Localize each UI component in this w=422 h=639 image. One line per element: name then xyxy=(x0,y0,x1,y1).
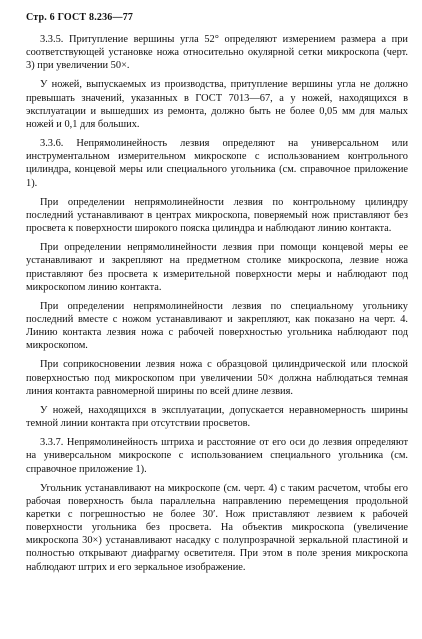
paragraph-3-3-5: 3.3.5. Притупление вершины угла 52° определяют измерением размера a при соответствующей установке ножа относительно окулярной сетки микроскопа (черт. 3) при увеличении 50×. xyxy=(26,34,408,72)
paragraph-gauge-block-method: При определении непрямолинейности лезвия при помощи концевой меры ее устанавливают и закрепляют на предметном столике микроскопа, лезвие ножа приставляют без просвета к измерительной поверхности меры и наблюдают под микроскопом линию контакта. xyxy=(26,242,408,293)
paragraph-blunting-limits: У ножей, выпускаемых из производства, притупление вершины угла не должно превышать значений, указанных в ГОСТ 7013—67, а у ножей, находящихся в эксплуатации и вышедших из ремонта, должно быть не более 0,05 мм для малых ножей и 0,1 для больших. xyxy=(26,79,408,130)
page-header: Стр. 6 ГОСТ 8.236—77 xyxy=(26,12,134,23)
paragraph-in-service-knives: У ножей, находящихся в эксплуатации, допускается неравномерность ширины темной линии контакта при отсутствии просветов. xyxy=(26,404,408,430)
paragraph-3-3-7: 3.3.7. Непрямолинейность штриха и расстояние от его оси до лезвия определяют на универсальном микроскопе с использованием специального угольника (см. справочное приложение 1). xyxy=(26,437,408,475)
paragraph-square-setup: Угольник устанавливают на микроскопе (см. черт. 4) с таким расчетом, чтобы его рабочая поверхность была параллельна направлению перемещения продольной каретки с погрешностью не более 30′. Нож приставляют лезвием к рабочей поверхности угольника без просвета. На объектив микроскопа (увеличение микроскопа 30×) устанавливают насадку с полупрозрачной зеркальной пластиной и полностью открывают диафрагму осветителя. При этом в поле зрения микроскопа наблюдают штрих и его зеркальное изображение. xyxy=(26,482,408,573)
paragraph-cylinder-method: При определении непрямолинейности лезвия по контрольному цилиндру последний устанавливают в центрах микроскопа, поверяемый нож приставляют без просвета к поверхности широкого пояска цилиндра и наблюдают линию контакта. xyxy=(26,196,408,235)
paragraph-3-3-6: 3.3.6. Непрямолинейность лезвия определяют на универсальном или инструментальном измерительном микроскопе с использованием контрольного цилиндра, концевой меры или специального угольника (см. справочное приложение 1). xyxy=(26,138,408,189)
document-body xyxy=(26,33,408,580)
paragraph-square-method: При определении непрямолинейности лезвия по специальному угольнику последний вместе с ножом устанавливают и закрепляют, как показано на черт. 4. Линию контакта лезвия ножа с рабочей поверхностью угольника наблюдают под микроскопом. xyxy=(26,300,408,352)
paragraph-contact-line: При соприкосновении лезвия ножа с образцовой цилиндрической или плоской поверхностью под микроскопом при увеличении 50× должна наблюдаться темная линия контакта равномерной ширины по всей длине лезвия. xyxy=(26,359,408,397)
